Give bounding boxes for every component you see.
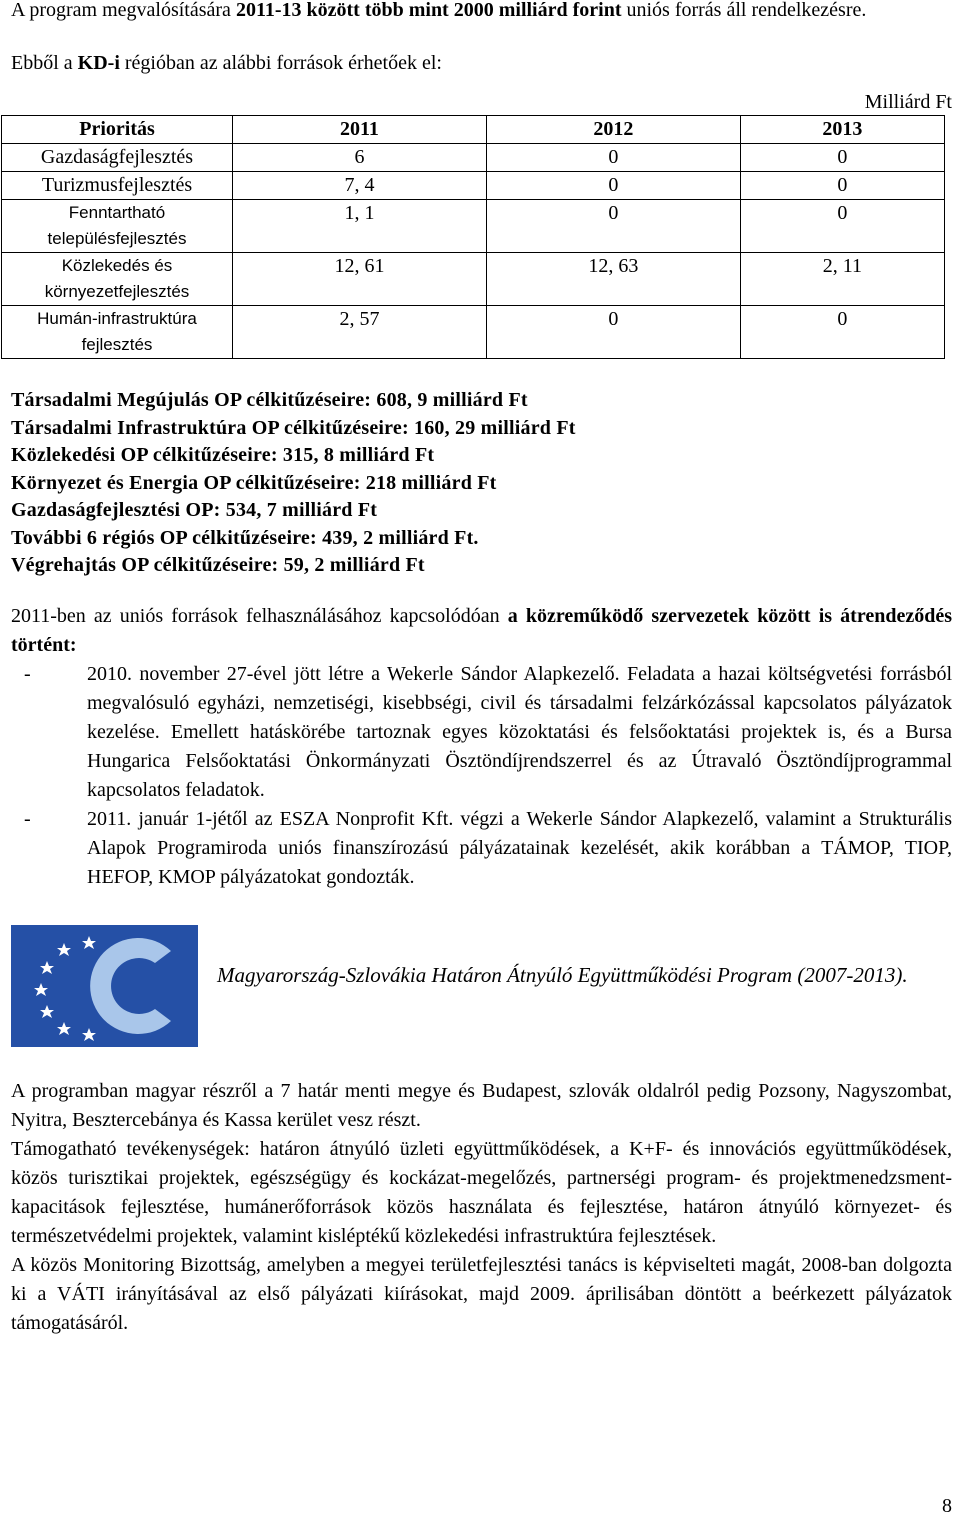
dash-marker: - — [24, 807, 31, 830]
paragraph: A programban magyar részről a 7 határ menti megye és Budapest, szlovák oldalról pedig Pozsony, Nagyszombat, Nyitra, Besztercebánya és Kassa kerület vesz részt. — [11, 1079, 952, 1131]
cell-2012: 0 — [486, 172, 740, 200]
cell-2012: 0 — [486, 306, 740, 359]
header-2012: 2012 — [486, 116, 740, 144]
row-label: Humán-infrastruktúra fejlesztés — [2, 306, 233, 359]
list-item-text: 2011. január 1-jétől az ESZA Nonprofit Kft. végzi a Wekerle Sándor Alapkezelő, valamint a Strukturális Alapok Programiroda uniós finanszírozású pályázatainak kezelését, akik korábban a TÁMOP, TIOP, HEFOP, KMOP pályázatokat gondozták. — [87, 807, 952, 888]
table-header-row — [2, 116, 945, 144]
cell-2011: 7, 4 — [233, 172, 487, 200]
eu-stars-c-icon — [11, 925, 198, 1047]
op-line: Végrehajtás OP célkitűzéseire: 59, 2 milliárd Ft — [11, 554, 425, 576]
op-line: Közlekedési OP célkitűzéseire: 315, 8 milliárd Ft — [11, 444, 435, 466]
header-2013: 2013 — [740, 116, 944, 144]
reorg-list — [11, 660, 952, 892]
table-row — [2, 253, 945, 306]
table-row — [2, 200, 945, 253]
cell-2013: 0 — [740, 144, 944, 172]
paragraph: A közös Monitoring Bizottság, amelyben a megyei területfejlesztési tanács is képviselteti magát, 2008-ban dolgozta ki a VÁTI irányításával az első pályázati kiírásokat, majd 2009. áprilisában döntött a beérkezett pályázatok támogatásáról. — [11, 1253, 952, 1334]
reorg-lead-text: 2011-ben az uniós források felhasználásához kapcsolódóan — [11, 604, 508, 627]
program-logo — [11, 925, 198, 1047]
paragraph: Támogatható tevékenységek: határon átnyúló üzleti együttműködések, a K+F- és innovációs együttműködések, közös turisztikai projektek, egészségügy és kockázat-megelőzés, partnerségi program- és projektmenedzsment-kapacitások fejlesztése, humánerőforrások közös használata és fejlesztése, határon átnyúló környezet- és természetvédelmi projektek, valamint kisléptékű közlekedési infrastruktúra fejlesztések. — [11, 1137, 952, 1247]
region-bold: KD-i — [77, 52, 120, 74]
header-2011: 2011 — [233, 116, 487, 144]
table-row — [2, 172, 945, 200]
cell-2013: 0 — [740, 306, 944, 359]
table-row — [2, 144, 945, 172]
op-line: Környezet és Energia OP célkitűzéseire: 218 milliárd Ft — [11, 471, 497, 494]
table-row — [2, 306, 945, 359]
cell-2011: 1, 1 — [233, 200, 487, 253]
region-text-end: régióban az alábbi források érhetőek el: — [119, 52, 442, 74]
reorg-lead-bold: a közreműködő szervezetek között is átrendeződés történt: — [11, 604, 953, 656]
list-item — [11, 805, 952, 892]
op-line: Társadalmi Infrastruktúra OP célkitűzéseire: 160, 29 milliárd Ft — [11, 416, 576, 439]
page-number: 8 — [942, 1495, 952, 1517]
intro-paragraph — [11, 0, 952, 25]
program-header — [11, 925, 952, 1047]
priority-table — [1, 115, 945, 359]
op-line: Gazdaságfejlesztési OP: 534, 7 milliárd Ft — [11, 499, 378, 521]
document-page — [11, 0, 952, 1338]
intro-bold-text: 2011-13 között több mint 2000 milliárd forint — [235, 0, 622, 21]
op-allocation-list — [11, 387, 952, 580]
cell-2013: 0 — [740, 172, 944, 200]
dash-marker: - — [24, 662, 31, 685]
region-intro — [11, 49, 952, 78]
cell-2011: 6 — [233, 144, 487, 172]
program-title: Magyarország-Szlovákia Határon Átnyúló Együttműködési Program (2007-2013). — [217, 962, 908, 987]
op-line: Társadalmi Megújulás OP célkitűzéseire: 608, 9 milliárd Ft — [11, 389, 528, 411]
cell-2012: 12, 63 — [486, 253, 740, 306]
cell-2013: 0 — [740, 200, 944, 253]
row-label: Közlekedés és környezetfejlesztés — [2, 253, 233, 306]
cell-2011: 12, 61 — [233, 253, 487, 306]
intro-text: A program megvalósítására — [11, 0, 236, 21]
row-label: Turizmusfejlesztés — [2, 172, 233, 200]
op-line: További 6 régiós OP célkitűzéseire: 439, 2 milliárd Ft. — [11, 526, 479, 549]
cell-2012: 0 — [486, 144, 740, 172]
header-priority: Prioritás — [2, 116, 233, 144]
list-item — [11, 660, 952, 805]
intro-text-end: uniós forrás áll rendelkezésre. — [621, 0, 867, 21]
reorg-lead — [11, 602, 952, 660]
cell-2012: 0 — [486, 200, 740, 253]
region-text: Ebből a — [11, 52, 78, 74]
cell-2011: 2, 57 — [233, 306, 487, 359]
row-label: Gazdaságfejlesztés — [2, 144, 233, 172]
table-unit-label: Milliárd Ft — [864, 91, 952, 113]
cell-2013: 2, 11 — [740, 253, 944, 306]
list-item-text: 2010. november 27-ével jött létre a Wekerle Sándor Alapkezelő. Feladata a hazai költségvetési forrásból megvalósuló egyházi, nemzetiségi, kisebbségi, civil és társadalmi felzárkózással kapcsolatos pályázatok kezelése. Emellett hatáskörébe tartoznak egyes közoktatási és felsőoktatási projektek is, és a Bursa Hungarica Felsőoktatási Önkormányzati Ösztöndíjrendszerrel és az Útravaló Ösztöndíjprogrammal kapcsolatos feladatok. — [87, 662, 952, 801]
row-label: Fenntartható településfejlesztés — [2, 200, 233, 253]
